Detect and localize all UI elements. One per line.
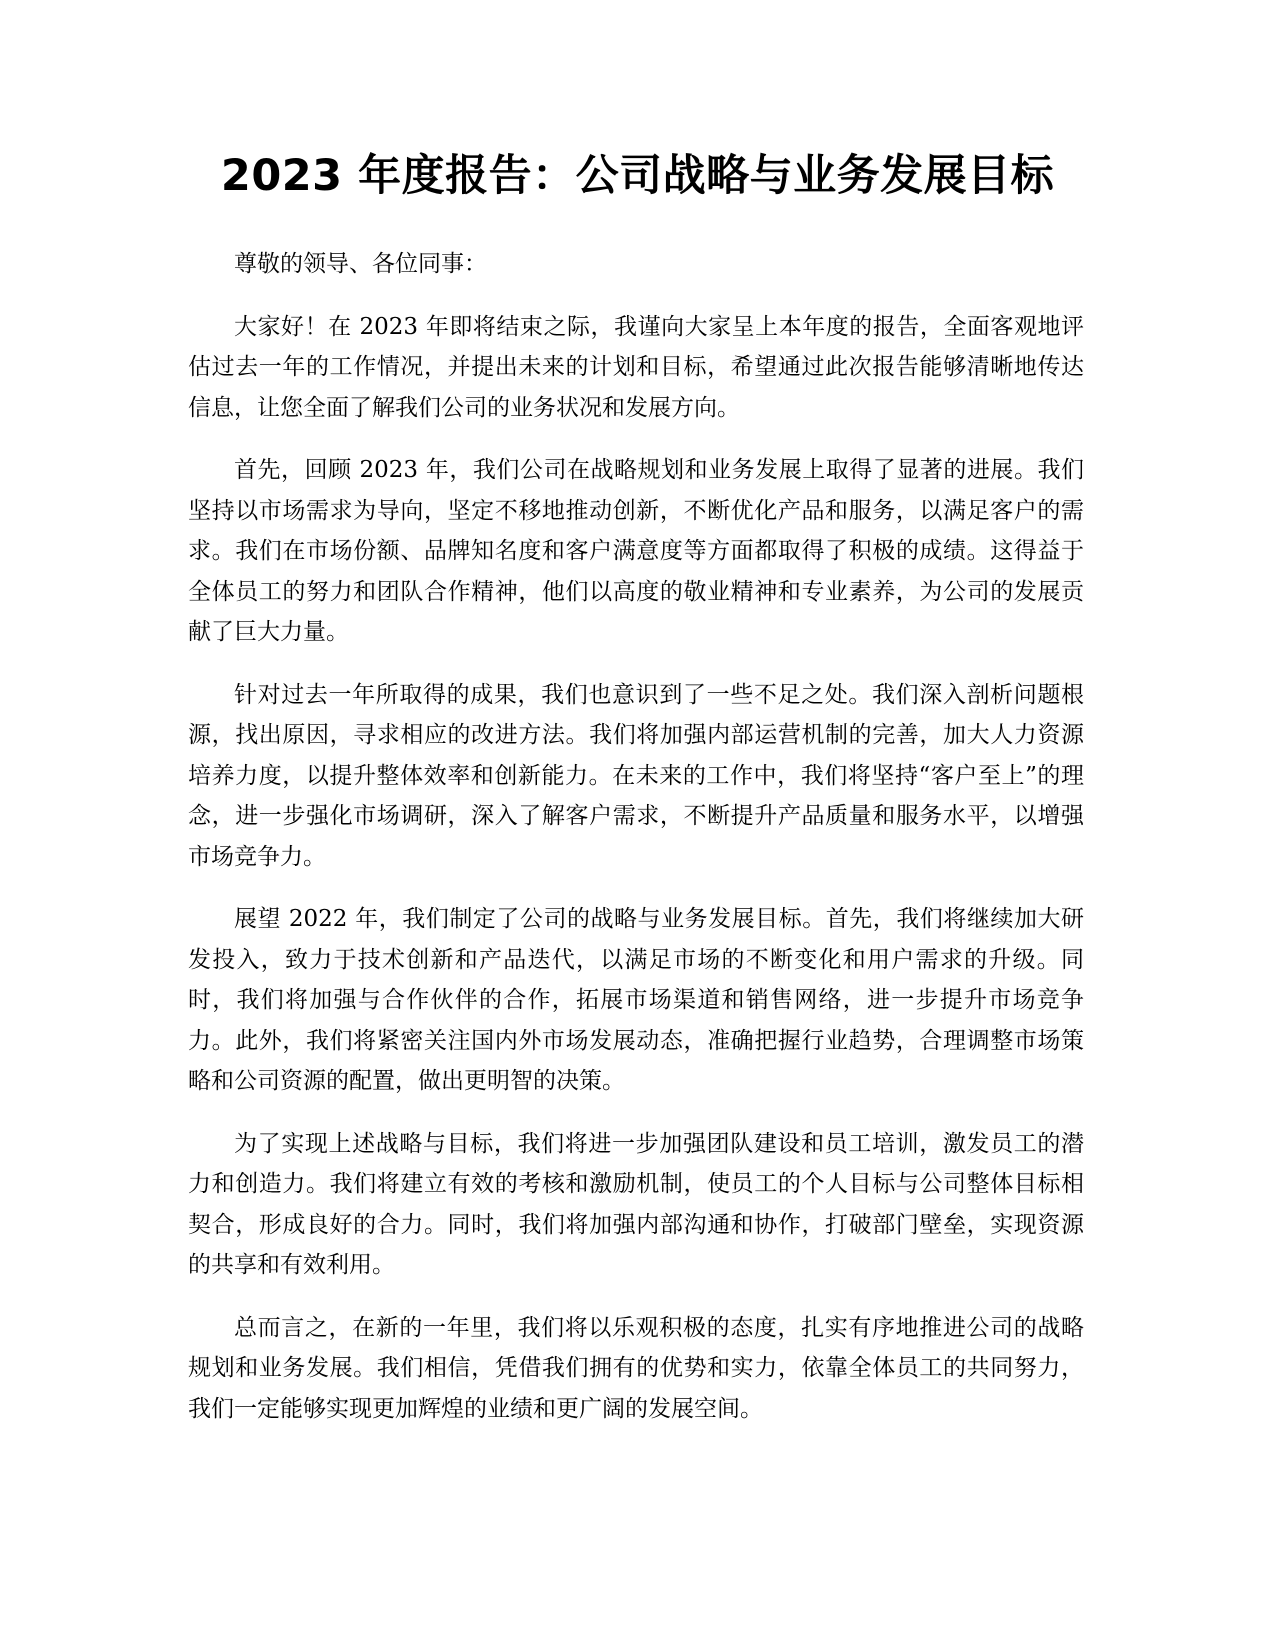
body-paragraph: 首先，回顾 2023 年，我们公司在战略规划和业务发展上取得了显著的进展。我们坚持以市场需求为导向，坚定不移地推动创新，不断优化产品和服务，以满足客户的需求。我们在市场份额、品牌知名度和客户满意度等方面都取得了积极的成绩。这得益于全体员工的努力和团队合作精神，他们以高度的敬业精神和专业素养，为公司的发展贡献了巨大力量。 [188,457,1084,645]
body-paragraph: 大家好！在 2023 年即将结束之际，我谨向大家呈上本年度的报告，全面客观地评估过去一年的工作情况，并提出未来的计划和目标，希望通过此次报告能够清晰地传达信息，让您全面了解我们公司的业务状况和发展方向。 [188,313,1084,421]
body-paragraph: 针对过去一年所取得的成果，我们也意识到了一些不足之处。我们深入剖析问题根源，找出原因，寻求相应的改进方法。我们将加强内部运营机制的完善，加大人力资源培养力度，以提升整体效率和创新能力。在未来的工作中，我们将坚持“客户至上”的理念，进一步强化市场调研，深入了解客户需求，不断提升产品质量和服务水平，以增强市场竞争力。 [188,681,1084,870]
salutation-paragraph: 尊敬的领导、各位同事： [234,251,487,277]
document-title: 2023 年度报告：公司战略与业务发展目标 [220,151,1055,201]
body-paragraph: 为了实现上述战略与目标，我们将进一步加强团队建设和员工培训，激发员工的潜力和创造力。我们将建立有效的考核和激励机制，使员工的个人目标与公司整体目标相契合，形成良好的合力。同时，我们将加强内部沟通和协作，打破部门壁垒，实现资源的共享和有效利用。 [188,1130,1084,1278]
body-paragraph: 总而言之，在新的一年里，我们将以乐观积极的态度，扎实有序地推进公司的战略规划和业务发展。我们相信，凭借我们拥有的优势和实力，依靠全体员工的共同努力，我们一定能够实现更加辉煌的业绩和更广阔的发展空间。 [188,1314,1084,1422]
body-paragraph: 展望 2022 年，我们制定了公司的战略与业务发展目标。首先，我们将继续加大研发投入，致力于技术创新和产品迭代，以满足市场的不断变化和用户需求的升级。同时，我们将加强与合作伙伴的合作，拓展市场渠道和销售网络，进一步提升市场竞争力。此外，我们将紧密关注国内外市场发展动态，准确把握行业趋势，合理调整市场策略和公司资源的配置，做出更明智的决策。 [188,906,1084,1094]
document-body [188,244,1084,1451]
